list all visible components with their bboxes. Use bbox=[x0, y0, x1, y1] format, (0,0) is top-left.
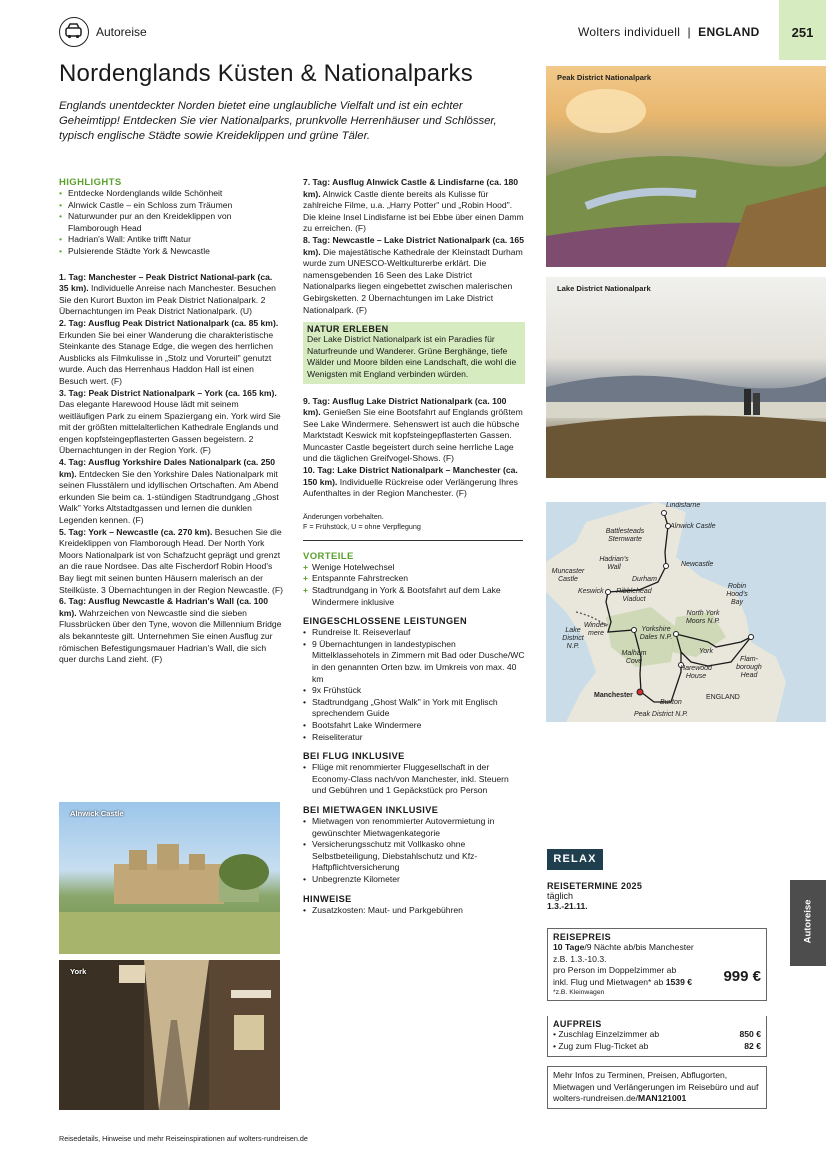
map-label: Manchester bbox=[594, 692, 633, 699]
map-label: Lake District N.P. bbox=[562, 627, 584, 650]
day-head: 4. Tag: Ausflug Yorkshire Dales Nationalpark (ca. 250 km). bbox=[59, 457, 276, 479]
aufpreis-value: 82 € bbox=[744, 1040, 761, 1051]
photo-peak-district bbox=[546, 66, 826, 267]
map-label: Yorkshire Dales N.P. bbox=[639, 626, 673, 641]
mietwagen-title: BEI MIETWAGEN INKLUSIVE bbox=[303, 804, 439, 815]
day-text: Alnwick Castle diente bereits als Kulisse für zahlreiche Filme, u.a. „Harry Potter" und „Robin Hood". Die kleine Insel Lindisfarne ist bei Ebbe über einen Damm zu erreichen. (F) bbox=[303, 188, 524, 234]
list-item: • 9 Übernachtungen in landestypischen Mittelklassehotels in Zimmern mit Bad oder Dusche/WC in den genannten Orten bzw. im Umkreis von max. 40 km bbox=[303, 639, 525, 685]
list-item: • Hadrian's Wall: Antike trifft Natur bbox=[59, 234, 284, 246]
relax-badge: RELAX bbox=[547, 849, 603, 870]
day-head: 1. Tag: Manchester – Peak District National-park (ca. 35 km). bbox=[59, 271, 273, 294]
price-route: /9 Nächte ab/bis Manchester bbox=[584, 942, 694, 952]
day-1 bbox=[59, 272, 284, 318]
day-7 bbox=[303, 177, 525, 235]
nature-title: NATUR ERLEBEN bbox=[307, 324, 389, 335]
flug-list bbox=[303, 762, 525, 797]
map-label: Peak District N.P. bbox=[634, 711, 688, 718]
map-label: Lindisfarne bbox=[666, 502, 701, 509]
aufpreis-row bbox=[553, 1029, 761, 1041]
footer-text: Reisedetails, Hinweise und mehr Reiseinspirationen auf wolters-rundreisen.de bbox=[59, 1134, 308, 1143]
map-label: Robin Hood's Bay bbox=[726, 583, 748, 606]
list-item: • Naturwunder pur an den Kreideklippen von Flamborough Head bbox=[59, 211, 284, 234]
day-3 bbox=[59, 388, 284, 458]
list-item: • Zusatzkosten: Maut- und Parkgebühren bbox=[303, 905, 525, 917]
day-2 bbox=[59, 318, 284, 388]
list-item: • Unbegrenzte Kilometer bbox=[303, 874, 525, 886]
aufpreis-title: AUFPREIS bbox=[553, 1019, 602, 1029]
nature-box bbox=[303, 322, 525, 383]
list-item: • Alnwick Castle – ein Schloss zum Träumen bbox=[59, 200, 284, 212]
aufpreis-row bbox=[553, 1041, 761, 1053]
mietwagen-list bbox=[303, 816, 525, 886]
header-region: ENGLAND bbox=[698, 25, 760, 39]
price-row bbox=[553, 965, 761, 988]
info-code[interactable]: MAN121001 bbox=[638, 1093, 687, 1104]
day-text: Wahrzeichen von Newcastle sind die sieben Flussbrücken über den Tyne, wovon die Millennium Bridge als bekannteste gilt. Unternehmen Sie einen Ausflug zur römischen Befestigungsmauer Hadrian's Wall, die sich quer durchs Land zieht. (F) bbox=[59, 607, 282, 665]
list-item: • 9x Frühstück bbox=[303, 685, 525, 697]
day-head: 5. Tag: York – Newcastle (ca. 270 km). bbox=[59, 526, 213, 537]
price-box bbox=[547, 928, 767, 1001]
day-head: 9. Tag: Ausflug Lake District Nationalpark (ca. 100 km). bbox=[303, 395, 507, 418]
price-line3: pro Person im Doppelzimmer ab bbox=[553, 965, 677, 976]
day-head: 8. Tag: Newcastle – Lake District Nationalpark (ca. 165 km). bbox=[303, 234, 524, 257]
brand-name: Wolters individuell bbox=[578, 25, 681, 39]
list-item: • Flüge mit renommierter Fluggesellschaft in der Economy-Class nach/von Manchester, inkl. Steuern und Gebühren und 1 Gepäckstück pro Person bbox=[303, 762, 525, 797]
aufpreis-label: • Zuschlag Einzelzimmer ab bbox=[553, 1029, 660, 1039]
notes-changes: Änderungen vorbehalten. bbox=[303, 511, 384, 521]
day-4 bbox=[59, 457, 284, 527]
reisetermine bbox=[547, 881, 767, 911]
day-text: Genießen Sie eine Bootsfahrt auf Englands größtem See Lake Windermere. Sehenswert ist auch die hübsche Marktstadt Keswick mit kopfsteingepflasterten Gassen. Muncaster Castle begeistert durch seine herrliche Lage und die täglichen Greifvogel-Shows. (F) bbox=[303, 407, 523, 464]
photo-caption: York bbox=[70, 967, 87, 976]
col-middle bbox=[303, 177, 525, 916]
route-map bbox=[546, 502, 826, 722]
photo-alnwick bbox=[59, 802, 280, 954]
map-label: Newcastle bbox=[681, 561, 714, 568]
aufpreis-label-text: Zuschlag Einzelzimmer ab bbox=[558, 1029, 660, 1039]
termine-range: 1.3.-21.11. bbox=[547, 901, 588, 911]
leistungen-title: EINGESCHLOSSENE LEISTUNGEN bbox=[303, 616, 468, 627]
day-text: Besuchen Sie die Kreideklippen von Flamborough Head. Der North York Moors Nationalpark ist von Schafzucht geprägt und grenzt an die raue Nordsee. Das alte Fischerdorf Robin Hood's Bay liegt mit seinen bunten Häusern malerisch an der Steilküste. 3 Übernachtungen in der Region Newcastle. (F) bbox=[59, 526, 284, 595]
highlights-title: HIGHLIGHTS bbox=[59, 177, 122, 188]
day-text: Das elegante Harewood House lädt mit seinem weitläufigen Park zu einem Spaziergang ein. York wird Sie mit der größten mittelalterlichen Kathedrale Englands und engen kopfsteingepflasterten Gassen begeistern. 2 Übernachtungen in der Region York. (F) bbox=[59, 399, 281, 456]
info-box bbox=[547, 1066, 767, 1109]
leistungen-list bbox=[303, 627, 525, 743]
page-number: 251 bbox=[779, 0, 826, 60]
day-text: Individuelle Rückreise oder Verlängerung Ihres Aufenthaltes in der Region Manchester. (F) bbox=[303, 476, 518, 499]
day-5 bbox=[59, 527, 284, 597]
map-label: North York Moors N.P. bbox=[685, 610, 721, 625]
price-amount: 999 € bbox=[723, 968, 761, 986]
map-label: Hadrian's Wall bbox=[599, 556, 629, 571]
price-duration: 10 Tage bbox=[553, 942, 585, 952]
hinweise-title: HINWEISE bbox=[303, 893, 352, 904]
photo-lake-district bbox=[546, 277, 826, 478]
price-line1 bbox=[553, 942, 761, 954]
photo-caption: Lake District Nationalpark bbox=[557, 284, 651, 293]
map-label: Muncaster Castle bbox=[551, 568, 585, 583]
list-item: + Entspannte Fahrstrecken bbox=[303, 573, 525, 585]
map-label: York bbox=[699, 648, 714, 655]
flug-title: BEI FLUG INKLUSIVE bbox=[303, 751, 405, 762]
map-label: Keswick bbox=[578, 588, 604, 595]
map-label: Malham Cove bbox=[621, 650, 647, 665]
day-text: Entdecken Sie den Yorkshire Dales Nationalpark mit seinen Flusstälern und idyllischen Ortschaften. Am Abend erkunden Sie beim ca. 1-stündigen Stadtrundgang „Ghost Walk" Yorks Altstadtgassen und lernen die dunklen Legenden kennen. (F) bbox=[59, 468, 279, 526]
hinweise-list bbox=[303, 905, 525, 917]
termine-freq: täglich bbox=[547, 891, 574, 901]
price-title: REISEPREIS bbox=[553, 932, 612, 942]
day-text: Individuelle Anreise nach Manchester. Besuchen Sie den Kurort Buxton im Peak District Nationalpark. 2 Übernachtungen im Peak District Nationalpark. (U) bbox=[59, 283, 276, 317]
day-8 bbox=[303, 235, 525, 316]
photo-caption: Alnwick Castle bbox=[70, 809, 124, 818]
photo-caption: Peak District Nationalpark bbox=[557, 73, 652, 82]
divider bbox=[303, 540, 523, 541]
map-label: Flam-borough Head bbox=[736, 656, 762, 679]
aufpreis-label: • Zug zum Flug-Ticket ab bbox=[553, 1040, 649, 1051]
day-head: 2. Tag: Ausflug Peak District Nationalpark (ca. 85 km). bbox=[59, 317, 279, 328]
map-label: Alnwick Castle bbox=[670, 523, 716, 530]
list-item: • Pulsierende Städte York & Newcastle bbox=[59, 246, 284, 258]
vorteile-title: VORTEILE bbox=[303, 550, 354, 562]
highlights-list bbox=[59, 188, 284, 258]
price-line4-label: inkl. Flug und Mietwagen* ab bbox=[553, 976, 664, 987]
map-label: ENGLAND bbox=[706, 694, 740, 701]
price-note: *z.B. Kleinwagen bbox=[553, 989, 605, 997]
list-item: • Reiseliteratur bbox=[303, 732, 525, 744]
vorteile-list bbox=[303, 562, 525, 608]
list-item: • Mietwagen von renommierter Autovermietung in gewünschter Mietwagenkategorie bbox=[303, 816, 525, 839]
page-title: Nordenglands Küsten & Nationalparks bbox=[59, 60, 473, 87]
map-label: Battlesteads Sternwarte bbox=[605, 528, 645, 543]
list-item: • Versicherungsschutz mit Vollkasko ohne Selbstbeteiligung, Diebstahlschutz und Kfz-Haftpflichtversicherung bbox=[303, 839, 525, 874]
day-10 bbox=[303, 465, 525, 500]
price-line2: z.B. 1.3.-10.3. bbox=[553, 953, 607, 964]
day-6 bbox=[59, 596, 284, 666]
map-label: Ribblehead Viaduct bbox=[616, 588, 652, 603]
list-item: + Wenige Hotelwechsel bbox=[303, 562, 525, 574]
info-text bbox=[553, 1070, 761, 1105]
notes-legend: F = Frühstück, U = ohne Verpflegung bbox=[303, 521, 421, 531]
header-category: Autoreise bbox=[96, 25, 147, 39]
intro-text: Englands unentdeckter Norden bietet eine unglaubliche Vielfalt und ist ein echter Geheimtipp! Entdecken Sie vier Nationalparks, prunkvolle Herrenhäuser und Schlösser, typisch englische Städte sowie Kreideklippen und grüne Täler. bbox=[59, 100, 497, 142]
day-9 bbox=[303, 396, 525, 466]
list-item: + Stadtrundgang in York & Bootsfahrt auf dem Lake Windermere inklusive bbox=[303, 585, 525, 608]
list-item: • Entdecke Nordenglands wilde Schönheit bbox=[59, 188, 284, 200]
col-left bbox=[59, 177, 284, 666]
day-head: 7. Tag: Ausflug Alnwick Castle & Lindisfarne (ca. 180 km). bbox=[303, 177, 519, 199]
side-tab[interactable] bbox=[790, 880, 826, 966]
price-amount-flight: 1539 € bbox=[665, 976, 693, 987]
map-label: Buxton bbox=[660, 699, 682, 706]
day-head: 10. Tag: Lake District Nationalpark – Manchester (ca. 150 km). bbox=[303, 465, 518, 487]
map-label: Durham bbox=[632, 576, 657, 583]
map-label: Harewood House bbox=[680, 665, 712, 680]
day-head: 6. Tag: Ausflug Newcastle & Hadrian's Wall (ca. 100 km). bbox=[59, 596, 268, 618]
day-text: Die majestätische Kathedrale der Kleinstadt Durham wurde zum UNESCO-Weltkulturerbe erklärt. Die namensgebenden 16 Seen des Lake District Nationalparks liegen eingebettet zwischen malerischen Gebirgsketten. 2 Übernachtungen im Lake District Nationalpark. (F) bbox=[303, 246, 523, 315]
map-label: Winder-mere bbox=[583, 622, 609, 637]
termine-title: REISETERMINE 2025 bbox=[547, 881, 643, 891]
side-tab-label: Autoreise bbox=[802, 899, 814, 944]
day-text: Erkunden Sie bei einer Wanderung die charakteristische Steinkante des Stanage Edge, die wegen des herrlichen Ausblicks als Filmkulisse in „Stolz und Vorurteil" genutzt wurde. Auch das Herrenhaus Haddon Hall ist einen Besuch wert. (F) bbox=[59, 329, 274, 386]
car-icon bbox=[59, 17, 89, 47]
info-text-body: Mehr Infos zu Terminen, Preisen, Abflugorten, Mietwagen und Verlängerungen im Reisebüro und auf wolters-rundreisen.de/ bbox=[553, 1070, 759, 1104]
list-item: • Bootsfahrt Lake Windermere bbox=[303, 720, 525, 732]
header-brand: Wolters individuell | ENGLAND bbox=[578, 25, 760, 39]
aufpreis-box bbox=[547, 1016, 767, 1057]
aufpreis-value: 850 € bbox=[739, 1029, 761, 1039]
photo-york bbox=[59, 960, 280, 1110]
list-item: • Stadtrundgang „Ghost Walk" in York mit Englisch sprechendem Guide bbox=[303, 697, 525, 720]
day-head: 3. Tag: Peak District Nationalpark – York (ca. 165 km). bbox=[59, 387, 277, 398]
list-item: • Rundreise lt. Reiseverlauf bbox=[303, 627, 525, 639]
nature-text: Der Lake District Nationalpark ist ein Paradies für Naturfreunde und Wanderer. Grüne Berghänge, tiefe Wälder und Moore bilden eine Landschaft, die wohl die Wenigsten mit England verbinden würden. bbox=[307, 334, 517, 379]
aufpreis-label-text: Zug zum Flug-Ticket ab bbox=[558, 1040, 649, 1051]
